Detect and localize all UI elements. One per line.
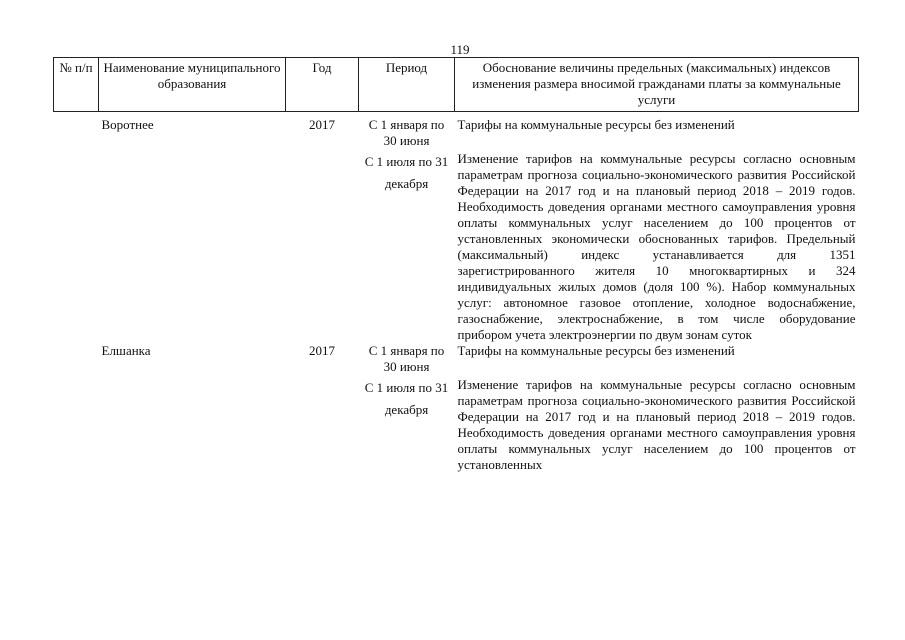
cell-num — [54, 112, 99, 150]
tariff-table — [53, 57, 859, 473]
table-row — [54, 343, 859, 375]
cell-name — [99, 375, 286, 473]
table-row — [54, 112, 859, 150]
header-name: Наименование муниципального образования — [99, 58, 286, 112]
cell-period: С 1 января по 30 июня — [368, 343, 445, 374]
cell-num — [54, 375, 99, 473]
cell-name — [99, 149, 286, 343]
header-year: Год — [286, 58, 359, 112]
cell-name: Елшанка — [101, 343, 151, 358]
cell-period: С 1 июля по 31 декабря — [364, 154, 449, 191]
header-num: № п/п — [54, 58, 99, 112]
cell-name: Воротнее — [101, 117, 154, 132]
table-row — [54, 375, 859, 473]
cell-reason: Изменение тарифов на коммунальные ресурсы согласно основным параметрам прогноза социально-экономического развития Российской Федерации на 2017 год и на плановый период 2018 – 2019 годов. Необходимость доведения органами местного самоуправления уровня оплаты коммунальных услуг населением до 100 процентов от установленных экономически обоснованных тарифов. Предельный (максимальный) индекс устанавливается для 1351 зарегистрированного жителя 10 многоквартирных и 324 индивидуальных жилых домов (доля 100 %). Набор коммунальных услуг: автономное газовое отопление, холодное водоснабжение, газоснабжение, электроснабжение, в том числе оборудование прибором учета электроэнергии по двум зонам суток — [457, 151, 856, 342]
header-period: Период — [359, 58, 455, 112]
cell-year — [286, 375, 359, 473]
cell-period: С 1 января по 30 июня — [368, 117, 445, 148]
cell-year — [286, 149, 359, 343]
header-reason: Обоснование величины предельных (максимальных) индексов изменения размера вносимой гражданами платы за коммунальные услуги — [455, 58, 859, 112]
table-row — [54, 149, 859, 343]
cell-year: 2017 — [309, 117, 335, 132]
cell-num — [54, 343, 99, 375]
cell-year: 2017 — [309, 343, 335, 358]
cell-reason: Тарифы на коммунальные ресурсы без изменений — [457, 343, 735, 358]
cell-reason: Тарифы на коммунальные ресурсы без изменений — [457, 117, 735, 132]
cell-period: С 1 июля по 31 декабря — [364, 380, 449, 417]
cell-num — [54, 149, 99, 343]
cell-reason: Изменение тарифов на коммунальные ресурсы согласно основным параметрам прогноза социально-экономического развития Российской Федерации на 2017 год и на плановый период 2018 – 2019 годов. Необходимость доведения органами местного самоуправления уровня оплаты коммунальных услуг населением до 100 процентов от установленных — [457, 377, 856, 472]
page-number: 119 — [450, 42, 470, 57]
table-header-row — [54, 58, 859, 112]
